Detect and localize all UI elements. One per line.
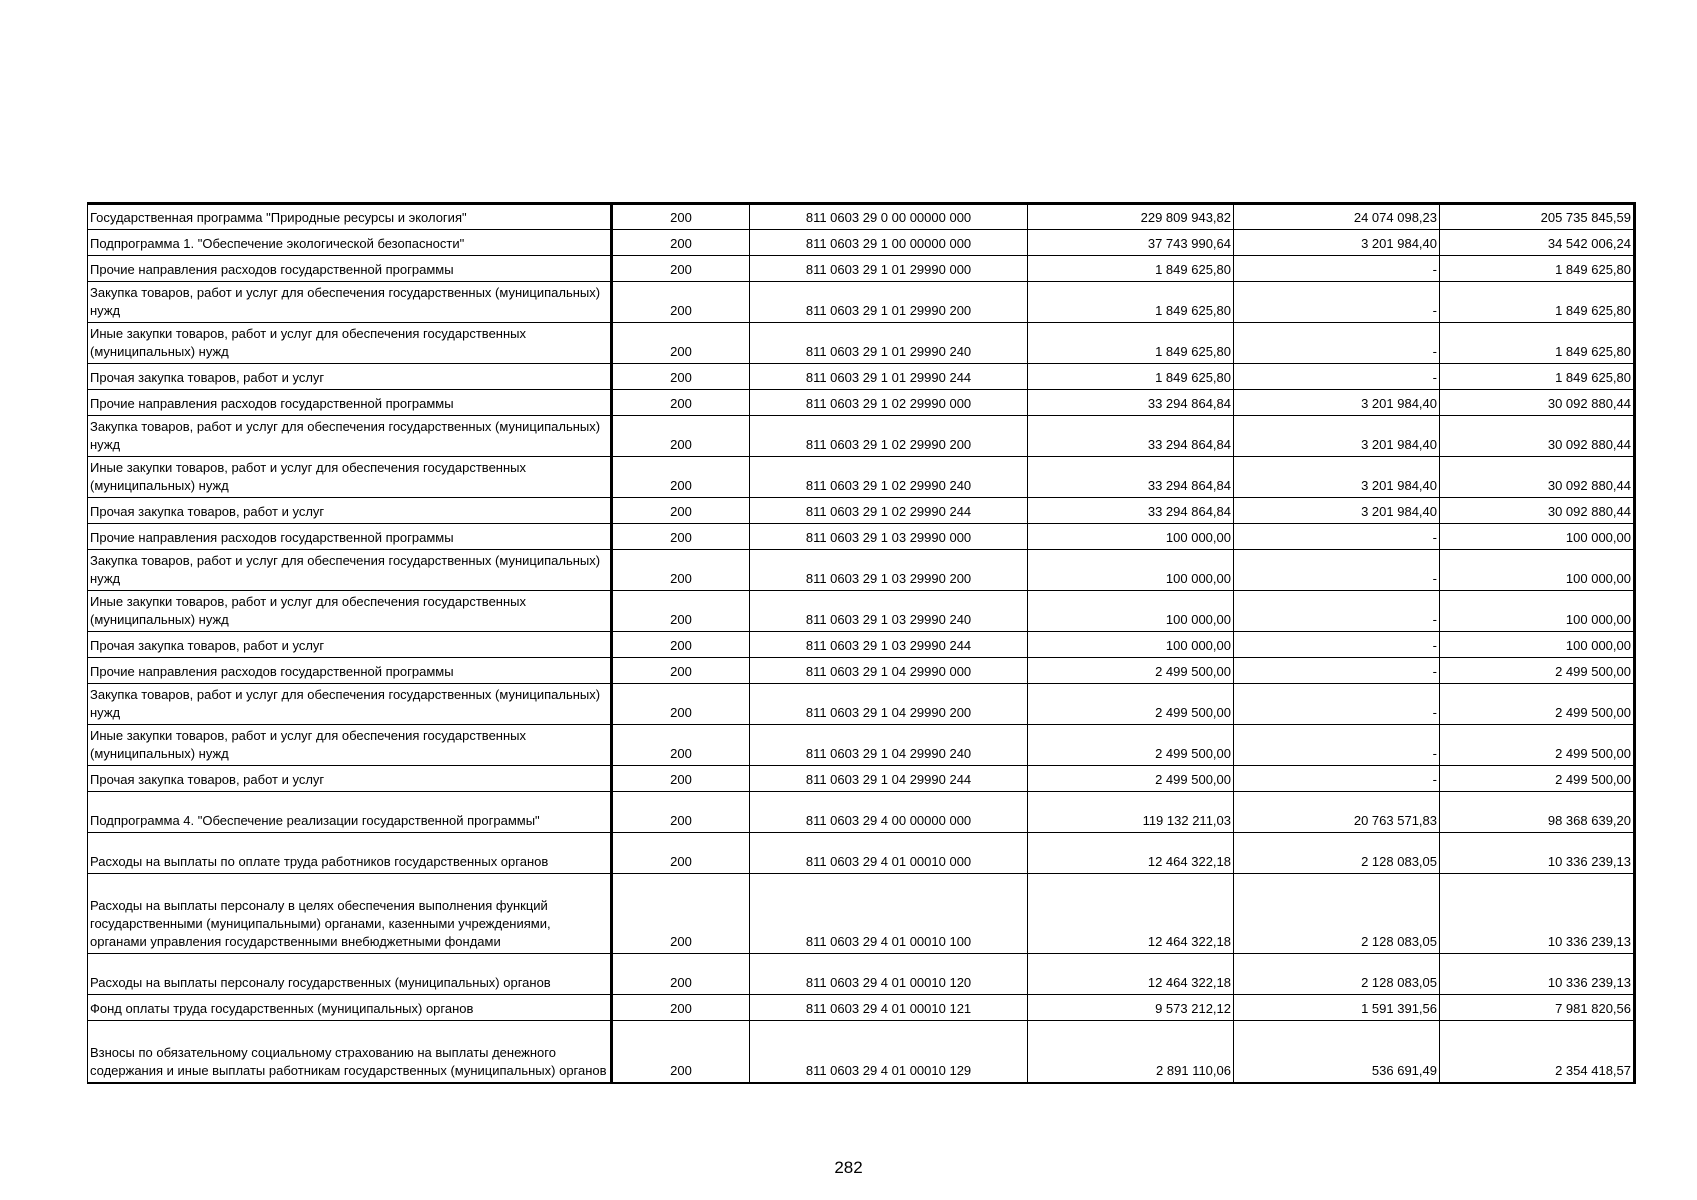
row-unexecuted-amount: 205 735 845,59 xyxy=(1440,204,1635,230)
row-approved-amount: 2 499 500,00 xyxy=(1028,684,1234,725)
row-approved-amount: 2 499 500,00 xyxy=(1028,725,1234,766)
row-name: Прочая закупка товаров, работ и услуг xyxy=(88,498,612,524)
row-approved-amount: 33 294 864,84 xyxy=(1028,498,1234,524)
row-budget-code: 811 0603 29 1 03 29990 200 xyxy=(750,550,1028,591)
row-name: Прочая закупка товаров, работ и услуг xyxy=(88,364,612,390)
row-executed-amount: - xyxy=(1234,524,1440,550)
table-row xyxy=(88,591,1635,632)
row-line-code: 200 xyxy=(612,725,750,766)
row-unexecuted-amount: 7 981 820,56 xyxy=(1440,995,1635,1021)
row-name: Иные закупки товаров, работ и услуг для обеспечения государственных (муниципальных) нужд xyxy=(88,591,612,632)
row-approved-amount: 1 849 625,80 xyxy=(1028,323,1234,364)
row-approved-amount: 100 000,00 xyxy=(1028,591,1234,632)
row-unexecuted-amount: 30 092 880,44 xyxy=(1440,498,1635,524)
row-name: Взносы по обязательному социальному страхованию на выплаты денежного содержания и иные выплаты работникам государственных (муниципальных) органов xyxy=(88,1021,612,1083)
row-approved-amount: 12 464 322,18 xyxy=(1028,874,1234,954)
row-budget-code: 811 0603 29 1 04 29990 244 xyxy=(750,766,1028,792)
row-unexecuted-amount: 100 000,00 xyxy=(1440,591,1635,632)
table-row xyxy=(88,725,1635,766)
row-unexecuted-amount: 1 849 625,80 xyxy=(1440,282,1635,323)
row-unexecuted-amount: 2 499 500,00 xyxy=(1440,725,1635,766)
row-budget-code: 811 0603 29 4 01 00010 100 xyxy=(750,874,1028,954)
row-line-code: 200 xyxy=(612,792,750,833)
row-executed-amount: 536 691,49 xyxy=(1234,1021,1440,1083)
row-approved-amount: 12 464 322,18 xyxy=(1028,954,1234,995)
row-line-code: 200 xyxy=(612,256,750,282)
table-row xyxy=(88,658,1635,684)
table-row xyxy=(88,204,1635,230)
row-line-code: 200 xyxy=(612,364,750,390)
row-budget-code: 811 0603 29 1 04 29990 240 xyxy=(750,725,1028,766)
row-budget-code: 811 0603 29 1 01 29990 200 xyxy=(750,282,1028,323)
row-approved-amount: 119 132 211,03 xyxy=(1028,792,1234,833)
row-executed-amount: 3 201 984,40 xyxy=(1234,390,1440,416)
row-executed-amount: - xyxy=(1234,591,1440,632)
row-budget-code: 811 0603 29 1 04 29990 000 xyxy=(750,658,1028,684)
row-name: Прочие направления расходов государственной программы xyxy=(88,524,612,550)
row-line-code: 200 xyxy=(612,1021,750,1083)
row-name: Закупка товаров, работ и услуг для обеспечения государственных (муниципальных) нужд xyxy=(88,684,612,725)
row-line-code: 200 xyxy=(612,457,750,498)
row-approved-amount: 9 573 212,12 xyxy=(1028,995,1234,1021)
row-approved-amount: 37 743 990,64 xyxy=(1028,230,1234,256)
table-row xyxy=(88,230,1635,256)
row-name: Закупка товаров, работ и услуг для обеспечения государственных (муниципальных) нужд xyxy=(88,416,612,457)
row-executed-amount: - xyxy=(1234,282,1440,323)
row-executed-amount: - xyxy=(1234,766,1440,792)
row-line-code: 200 xyxy=(612,524,750,550)
budget-table xyxy=(87,202,1636,1084)
row-name: Государственная программа "Природные ресурсы и экология" xyxy=(88,204,612,230)
row-name: Закупка товаров, работ и услуг для обеспечения государственных (муниципальных) нужд xyxy=(88,550,612,591)
row-name: Иные закупки товаров, работ и услуг для обеспечения государственных (муниципальных) нужд xyxy=(88,457,612,498)
row-name: Закупка товаров, работ и услуг для обеспечения государственных (муниципальных) нужд xyxy=(88,282,612,323)
row-line-code: 200 xyxy=(612,591,750,632)
row-approved-amount: 100 000,00 xyxy=(1028,632,1234,658)
table-row xyxy=(88,833,1635,874)
row-executed-amount: 3 201 984,40 xyxy=(1234,457,1440,498)
row-line-code: 200 xyxy=(612,550,750,591)
row-unexecuted-amount: 10 336 239,13 xyxy=(1440,954,1635,995)
row-name: Прочие направления расходов государственной программы xyxy=(88,390,612,416)
row-name: Прочая закупка товаров, работ и услуг xyxy=(88,632,612,658)
row-line-code: 200 xyxy=(612,658,750,684)
table-row xyxy=(88,632,1635,658)
row-approved-amount: 2 891 110,06 xyxy=(1028,1021,1234,1083)
table-row xyxy=(88,766,1635,792)
row-unexecuted-amount: 34 542 006,24 xyxy=(1440,230,1635,256)
row-executed-amount: - xyxy=(1234,632,1440,658)
row-approved-amount: 1 849 625,80 xyxy=(1028,282,1234,323)
row-unexecuted-amount: 98 368 639,20 xyxy=(1440,792,1635,833)
table-row xyxy=(88,874,1635,954)
row-line-code: 200 xyxy=(612,204,750,230)
row-unexecuted-amount: 2 499 500,00 xyxy=(1440,684,1635,725)
row-budget-code: 811 0603 29 4 01 00010 121 xyxy=(750,995,1028,1021)
row-unexecuted-amount: 2 354 418,57 xyxy=(1440,1021,1635,1083)
row-budget-code: 811 0603 29 1 04 29990 200 xyxy=(750,684,1028,725)
table-row xyxy=(88,282,1635,323)
row-line-code: 200 xyxy=(612,230,750,256)
table-row xyxy=(88,364,1635,390)
row-approved-amount: 33 294 864,84 xyxy=(1028,390,1234,416)
row-line-code: 200 xyxy=(612,416,750,457)
row-approved-amount: 100 000,00 xyxy=(1028,524,1234,550)
row-name: Иные закупки товаров, работ и услуг для обеспечения государственных (муниципальных) нужд xyxy=(88,725,612,766)
row-name: Расходы на выплаты персоналу государственных (муниципальных) органов xyxy=(88,954,612,995)
row-budget-code: 811 0603 29 1 02 29990 000 xyxy=(750,390,1028,416)
budget-sheet xyxy=(87,202,1634,1084)
row-unexecuted-amount: 10 336 239,13 xyxy=(1440,833,1635,874)
table-row xyxy=(88,792,1635,833)
table-row xyxy=(88,684,1635,725)
table-row xyxy=(88,954,1635,995)
row-line-code: 200 xyxy=(612,874,750,954)
row-approved-amount: 33 294 864,84 xyxy=(1028,416,1234,457)
row-approved-amount: 229 809 943,82 xyxy=(1028,204,1234,230)
row-line-code: 200 xyxy=(612,995,750,1021)
row-budget-code: 811 0603 29 1 01 29990 240 xyxy=(750,323,1028,364)
row-unexecuted-amount: 30 092 880,44 xyxy=(1440,416,1635,457)
row-unexecuted-amount: 1 849 625,80 xyxy=(1440,323,1635,364)
row-executed-amount: - xyxy=(1234,725,1440,766)
row-line-code: 200 xyxy=(612,282,750,323)
row-budget-code: 811 0603 29 4 01 00010 120 xyxy=(750,954,1028,995)
budget-table-body xyxy=(88,204,1635,1083)
row-executed-amount: 2 128 083,05 xyxy=(1234,954,1440,995)
row-budget-code: 811 0603 29 1 03 29990 240 xyxy=(750,591,1028,632)
row-unexecuted-amount: 2 499 500,00 xyxy=(1440,658,1635,684)
table-row xyxy=(88,524,1635,550)
row-budget-code: 811 0603 29 4 01 00010 129 xyxy=(750,1021,1028,1083)
row-line-code: 200 xyxy=(612,954,750,995)
row-executed-amount: 1 591 391,56 xyxy=(1234,995,1440,1021)
row-name: Подпрограмма 4. "Обеспечение реализации государственной программы" xyxy=(88,792,612,833)
row-unexecuted-amount: 1 849 625,80 xyxy=(1440,364,1635,390)
row-budget-code: 811 0603 29 0 00 00000 000 xyxy=(750,204,1028,230)
row-name: Фонд оплаты труда государственных (муниципальных) органов xyxy=(88,995,612,1021)
row-budget-code: 811 0603 29 4 01 00010 000 xyxy=(750,833,1028,874)
row-executed-amount: - xyxy=(1234,684,1440,725)
row-executed-amount: - xyxy=(1234,550,1440,591)
row-executed-amount: 3 201 984,40 xyxy=(1234,230,1440,256)
table-row xyxy=(88,1021,1635,1083)
table-row xyxy=(88,323,1635,364)
row-executed-amount: 2 128 083,05 xyxy=(1234,874,1440,954)
row-line-code: 200 xyxy=(612,390,750,416)
row-executed-amount: - xyxy=(1234,256,1440,282)
table-row xyxy=(88,498,1635,524)
row-line-code: 200 xyxy=(612,323,750,364)
row-approved-amount: 12 464 322,18 xyxy=(1028,833,1234,874)
table-row xyxy=(88,256,1635,282)
row-name: Подпрограмма 1. "Обеспечение экологической безопасности" xyxy=(88,230,612,256)
row-budget-code: 811 0603 29 4 00 00000 000 xyxy=(750,792,1028,833)
row-unexecuted-amount: 100 000,00 xyxy=(1440,550,1635,591)
row-executed-amount: 20 763 571,83 xyxy=(1234,792,1440,833)
table-row xyxy=(88,390,1635,416)
row-executed-amount: 3 201 984,40 xyxy=(1234,416,1440,457)
row-executed-amount: - xyxy=(1234,323,1440,364)
row-executed-amount: - xyxy=(1234,364,1440,390)
row-executed-amount: - xyxy=(1234,658,1440,684)
row-unexecuted-amount: 1 849 625,80 xyxy=(1440,256,1635,282)
row-line-code: 200 xyxy=(612,632,750,658)
row-executed-amount: 24 074 098,23 xyxy=(1234,204,1440,230)
row-budget-code: 811 0603 29 1 02 29990 244 xyxy=(750,498,1028,524)
row-approved-amount: 33 294 864,84 xyxy=(1028,457,1234,498)
row-budget-code: 811 0603 29 1 00 00000 000 xyxy=(750,230,1028,256)
row-unexecuted-amount: 10 336 239,13 xyxy=(1440,874,1635,954)
row-budget-code: 811 0603 29 1 03 29990 000 xyxy=(750,524,1028,550)
row-line-code: 200 xyxy=(612,498,750,524)
row-unexecuted-amount: 30 092 880,44 xyxy=(1440,457,1635,498)
row-budget-code: 811 0603 29 1 01 29990 244 xyxy=(750,364,1028,390)
row-name: Расходы на выплаты по оплате труда работников государственных органов xyxy=(88,833,612,874)
row-line-code: 200 xyxy=(612,684,750,725)
row-budget-code: 811 0603 29 1 02 29990 200 xyxy=(750,416,1028,457)
row-approved-amount: 100 000,00 xyxy=(1028,550,1234,591)
row-unexecuted-amount: 2 499 500,00 xyxy=(1440,766,1635,792)
table-row xyxy=(88,457,1635,498)
row-name: Иные закупки товаров, работ и услуг для обеспечения государственных (муниципальных) нужд xyxy=(88,323,612,364)
row-approved-amount: 2 499 500,00 xyxy=(1028,658,1234,684)
row-approved-amount: 2 499 500,00 xyxy=(1028,766,1234,792)
row-line-code: 200 xyxy=(612,766,750,792)
row-budget-code: 811 0603 29 1 01 29990 000 xyxy=(750,256,1028,282)
row-name: Расходы на выплаты персоналу в целях обеспечения выполнения функций государственными (муниципальными) органами, казенными учреждениями, органами управления государственными внебюджетными фондами xyxy=(88,874,612,954)
table-row xyxy=(88,416,1635,457)
row-budget-code: 811 0603 29 1 03 29990 244 xyxy=(750,632,1028,658)
table-row xyxy=(88,550,1635,591)
row-unexecuted-amount: 100 000,00 xyxy=(1440,524,1635,550)
row-name: Прочие направления расходов государственной программы xyxy=(88,658,612,684)
row-name: Прочая закупка товаров, работ и услуг xyxy=(88,766,612,792)
row-executed-amount: 3 201 984,40 xyxy=(1234,498,1440,524)
row-name: Прочие направления расходов государственной программы xyxy=(88,256,612,282)
row-unexecuted-amount: 100 000,00 xyxy=(1440,632,1635,658)
row-approved-amount: 1 849 625,80 xyxy=(1028,364,1234,390)
page-number: 282 xyxy=(834,1158,863,1177)
row-budget-code: 811 0603 29 1 02 29990 240 xyxy=(750,457,1028,498)
table-row xyxy=(88,995,1635,1021)
row-approved-amount: 1 849 625,80 xyxy=(1028,256,1234,282)
row-executed-amount: 2 128 083,05 xyxy=(1234,833,1440,874)
row-unexecuted-amount: 30 092 880,44 xyxy=(1440,390,1635,416)
row-line-code: 200 xyxy=(612,833,750,874)
